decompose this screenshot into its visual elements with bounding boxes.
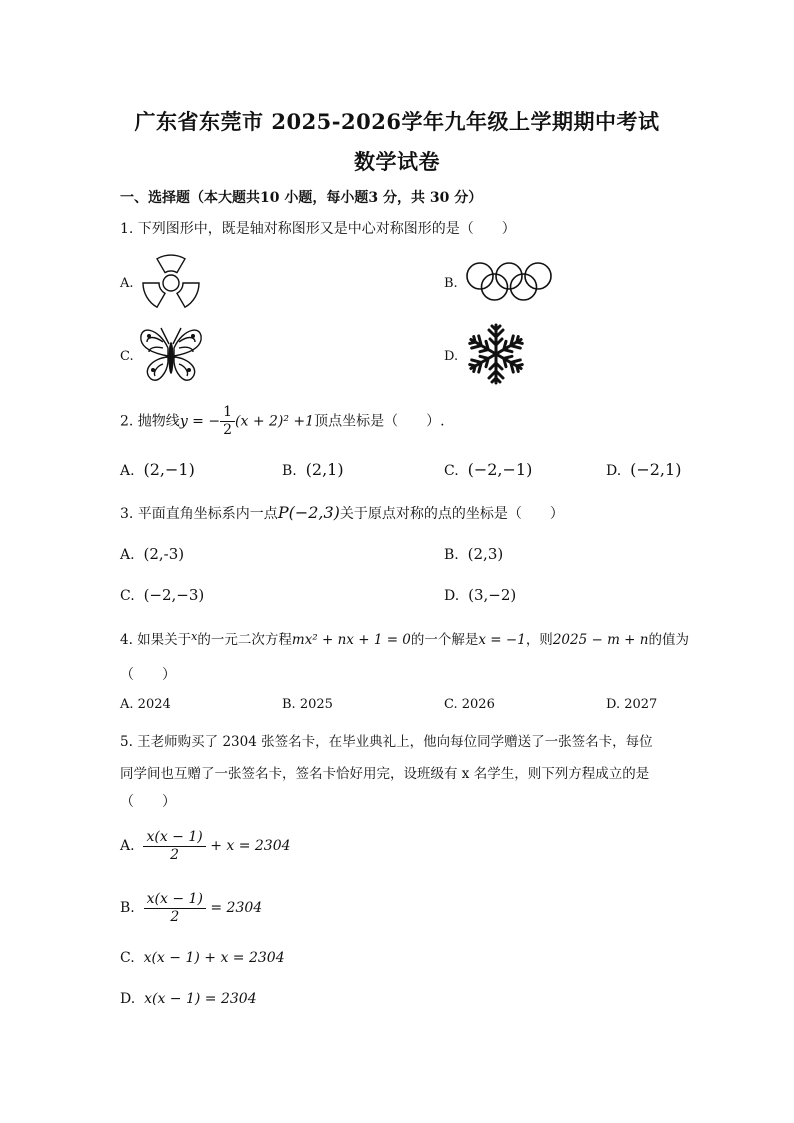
q2-frac-den: 2 (223, 422, 233, 438)
option-value: (3,−2) (468, 586, 517, 604)
q1-stem: 1. 下列图形中，既是轴对称图形又是中心对称图形的是（ ） (120, 221, 516, 237)
q4-paren: （ ） (120, 667, 176, 683)
option-label: D. (444, 588, 460, 604)
option-label: A. (120, 463, 135, 479)
q4-expression: 2025 − m + n (552, 632, 649, 648)
frac-num: x(x − 1) (143, 829, 205, 847)
option-label: A. (120, 838, 135, 854)
option-label: C. (120, 950, 135, 966)
q4-text: 的一元二次方程 (197, 632, 292, 648)
q1-option-c-label: C. (120, 349, 134, 364)
q1-option-a-label: A. (120, 276, 134, 291)
option-label: C. (444, 697, 458, 712)
option-label: C. (120, 588, 135, 604)
q1-option-b-label: B. (444, 276, 458, 291)
q5-option-c (120, 950, 285, 966)
frac-num: x(x − 1) (144, 891, 206, 909)
option-rest: + x = 2304 (210, 838, 291, 854)
option-label: D. (606, 463, 622, 479)
option-value: 2026 (461, 697, 495, 712)
option-value: x(x − 1) = 2304 (144, 991, 257, 1007)
snowflake-icon (463, 323, 529, 385)
q4-option-c (444, 697, 495, 712)
q5-paren: （ ） (120, 794, 176, 810)
option-label: A. (120, 697, 134, 712)
exam-title: 广东省东莞市 2025-2026学年九年级上学期期中考试 (134, 109, 660, 134)
radiation-symbol-icon (138, 250, 204, 316)
q3-stem (120, 503, 564, 523)
q4-option-b (282, 697, 333, 712)
q2-eq-y: y = − (179, 413, 221, 430)
section-heading: 一、选择题（本大题共10 小题，每小题3 分，共 30 分） (120, 190, 483, 206)
q2-stem (120, 404, 445, 438)
q2-tail: 顶点坐标是（ ）. (314, 413, 445, 430)
option-value: (2,-3) (143, 545, 185, 563)
q3-post: 关于原点对称的点的坐标是（ ） (339, 506, 564, 522)
q3-pre: 3. 平面直角坐标系内一点 (120, 506, 278, 522)
exam-subtitle: 数学试卷 (354, 149, 440, 174)
q1-option-d-label: D. (444, 349, 459, 364)
option-value: 2027 (624, 697, 658, 712)
q3-option-a (120, 545, 184, 563)
q5-line-2: 同学间也互赠了一张签名卡，签名卡恰好用完，设班级有 x 名学生，则下列方程成立的是 (120, 766, 650, 782)
q5-option-d (120, 991, 257, 1007)
q5-option-a (120, 826, 291, 866)
option-label: B. (282, 463, 297, 479)
frac-den: 2 (170, 846, 180, 863)
q3-option-d (444, 586, 516, 604)
q2-eq-rest: (x + 2)² +1 (235, 413, 315, 430)
butterfly-icon (138, 325, 204, 383)
option-value: (−2,−1) (467, 460, 533, 479)
option-label: B. (282, 697, 296, 712)
q4-option-d (606, 697, 657, 712)
option-label: C. (444, 463, 459, 479)
option-value: (−2,1) (630, 460, 682, 479)
option-label: B. (444, 547, 459, 563)
olympic-rings-icon (463, 261, 555, 303)
q2-frac-num: 1 (220, 404, 235, 422)
option-value: x(x − 1) + x = 2304 (143, 950, 285, 966)
q2-option-c (444, 460, 532, 479)
q4-option-a (120, 697, 171, 712)
option-rest: = 2304 (210, 900, 263, 916)
option-value: (2,1) (305, 460, 344, 479)
q3-option-c (120, 586, 204, 604)
q2-fraction (220, 404, 235, 439)
q4-text: ，则 (525, 632, 553, 648)
q2-number: 2. 抛物线 (120, 413, 180, 430)
q4-text: 4. 如果关于 (120, 632, 192, 648)
q3-option-b (444, 545, 503, 563)
q2-option-b (282, 460, 344, 479)
q2-option-d (606, 460, 681, 479)
q3-point: P(−2,3) (277, 503, 340, 522)
q2-option-a (120, 460, 195, 479)
q4-text: 的值为 (648, 632, 689, 648)
q4-equation: mx² + nx + 1 = 0 (291, 632, 411, 648)
option-value: (2,3) (467, 545, 504, 563)
option-value: 2024 (137, 697, 171, 712)
frac-den: 2 (170, 908, 180, 925)
option-label: B. (120, 900, 135, 916)
option-value: 2025 (299, 697, 333, 712)
q4-text: 的一个解是 (410, 632, 479, 648)
q5-b-fraction (144, 891, 206, 926)
option-label: D. (606, 697, 621, 712)
q4-var: x (191, 630, 198, 643)
option-value: (2,−1) (143, 460, 195, 479)
option-label: D. (120, 991, 136, 1007)
q5-option-b (120, 888, 262, 928)
option-label: A. (120, 547, 135, 563)
option-value: (−2,−3) (143, 586, 205, 604)
q5-line-1: 5. 王老师购买了 2304 张签名卡，在毕业典礼上，他向每位同学赠送了一张签名卡，每位 (120, 734, 653, 750)
q4-solution: x = −1 (478, 632, 526, 648)
q4-stem (120, 628, 689, 648)
q5-a-fraction (143, 829, 205, 864)
